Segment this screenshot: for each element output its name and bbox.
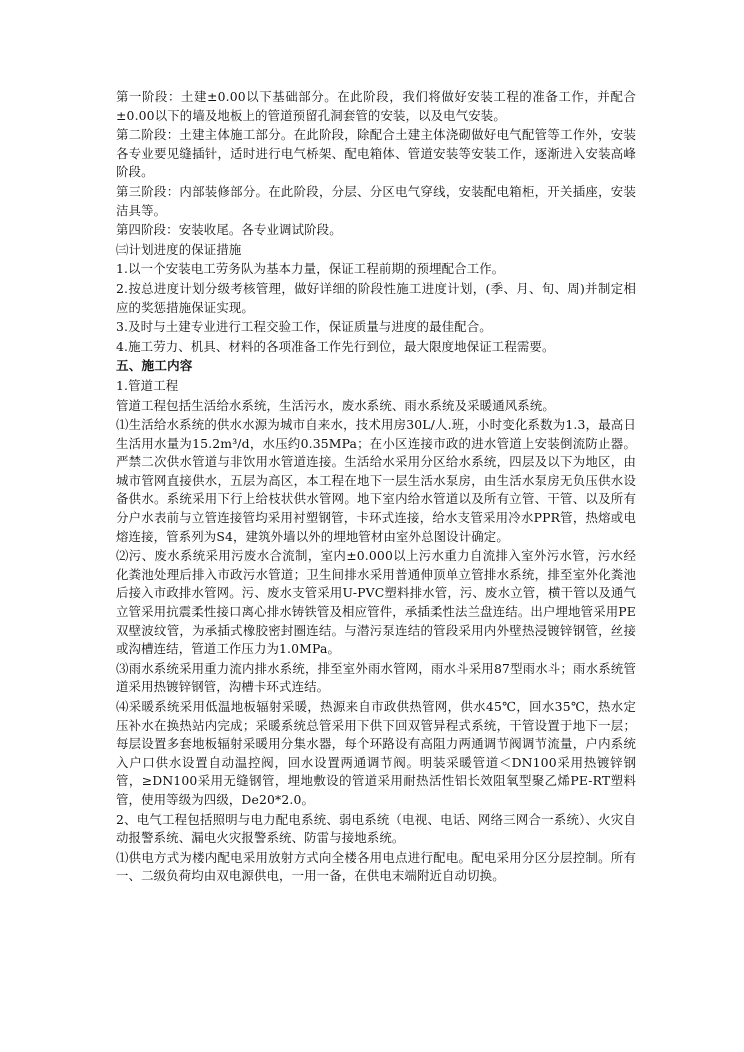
paragraph-stage-2: 第二阶段：土建主体施工部分。在此阶段，除配合土建主体浇砌做好电气配管等工作外，安装各专业要见缝插针，适时进行电气桥架、配电箱体、管道安装等安装工作，逐渐进入安装高峰阶段。 <box>116 127 636 180</box>
paragraph-sewage-system: ⑵污、废水系统采用污废水合流制，室内±0.000以上污水重力自流排入室外污水管，污水经化粪池处理后排入市政污水管道；卫生间排水采用普通伸顶单立管排水系统，排至室外化粪池后接入市政排水管网。污、废水支管采用U-PVC塑料排水管，污、废水立管，横干管以及通气立管采用抗震柔性接口离心排水铸铁管及相应管件，承插柔性法兰盘连结。出户埋地管采用PE双壁波纹管，为承插式橡胶密封圈连结。与潜污泵连结的管段采用内外壁热浸镀锌钢管，丝接或沟槽连结，管道工作压力为1.0MPa。 <box>116 548 636 657</box>
list-item-measure-4: 4.施工劳力、机具、材料的各项准备工作先行到位，最大限度地保证工程需要。 <box>116 338 555 354</box>
paragraph-electrical-overview: 2、电气工程包括照明与电力配电系统、弱电系统（电视、电话、网络三网合一系统）、火灾自动报警系统、漏电火灾报警系统、防雷与接地系统。 <box>116 811 636 846</box>
paragraph-pipe-overview: 管道工程包括生活给水系统，生活污水，废水系统、雨水系统及采暖通风系统。 <box>116 397 555 413</box>
paragraph-stage-1: 第一阶段：土建±0.00以下基础部分。在此阶段，我们将做好安装工程的准备工作，并配合±0.00以下的墙及地板上的管道预留孔洞套管的安装，以及电气安装。 <box>116 89 636 123</box>
list-item-measure-2: 2.按总进度计划分级考核管理，做好详细的阶段性施工进度计划，(季、月、旬、周)并制定相应的奖惩措施保证实现。 <box>116 280 636 315</box>
paragraph-stage-3: 第三阶段：内部装修部分。在此阶段，分层、分区电气穿线，安装配电箱柜，开关插座，安装洁具等。 <box>116 183 636 218</box>
paragraph-water-supply: ⑴生活给水系统的供水水源为城市自来水，技术用房30L/人.班，小时变化系数为1.3，最高日生活用水量为15.2m³/d，水压约0.35MPa；在小区连接市政的进水管道上安装倒流防止器。严禁二次供水管道与非饮用水管道连接。生活给水采用分区给水系统，四层及以下为地区，由城市管网直接供水，五层为高区，本工程在地下一层生活水泵房，由生活水泵房无负压供水设备供水。系统采用下行上给枝状供水管网。地下室内给水管道以及所有立管、干管、以及所有分户水表前与立管连接管均采用衬塑钢管，卡环式连接，给水支管采用冷水PPR管，热熔或电熔连接，管系列为S4，建筑外墙以外的埋地管材由室外总图设计确定。 <box>116 417 636 544</box>
list-item-measure-3: 3.及时与土建专业进行工程交验工作，保证质量与进度的最佳配合。 <box>116 319 492 335</box>
subheading-schedule-measures: ㈢计划进度的保证措施 <box>116 241 242 257</box>
paragraph-power-supply: ⑴供电方式为楼内配电采用放射方式向全楼各用电点进行配电。配电采用分区分层控制。所有一、二级负荷均由双电源供电，一用一备，在供电末端附近自动切换。 <box>116 849 636 884</box>
list-item-measure-1: 1.以一个安装电工劳务队为基本力量，保证工程前期的预埋配合工作。 <box>116 261 505 277</box>
paragraph-stage-4: 第四阶段：安装收尾。各专业调试阶段。 <box>116 222 342 238</box>
document-page <box>116 88 636 887</box>
section-heading-construction-content: 五、施工内容 <box>116 358 193 374</box>
paragraph-rainwater-system: ⑶雨水系统采用重力流内排水系统，排至室外雨水管网，雨水斗采用87型雨水斗；雨水系统管道采用热镀锌钢管，沟槽卡环式连结。 <box>116 660 636 695</box>
paragraph-heating-system: ⑷采暖系统采用低温地板辐射采暖，热源来自市政供热管网，供水45℃，回水35℃，热水定压补水在换热站内完成；采暖系统总管采用下供下回双管异程式系统，干管设置于地下一层；每层设置多套地板辐射采暖用分集水器，每个环路设有高阻力两通调节阀调节流量，户内系统入户口供水设置自动温控阀，回水设置两通调节阀。明装采暖管道＜DN100采用热镀锌钢管，≥DN100采用无缝钢管，埋地敷设的管道采用耐热活性铝长效阻氧型聚乙烯PE-RT塑料管，使用等级为四级，De20*2.0。 <box>116 699 636 807</box>
subheading-pipe-works: 1.管道工程 <box>116 377 179 393</box>
